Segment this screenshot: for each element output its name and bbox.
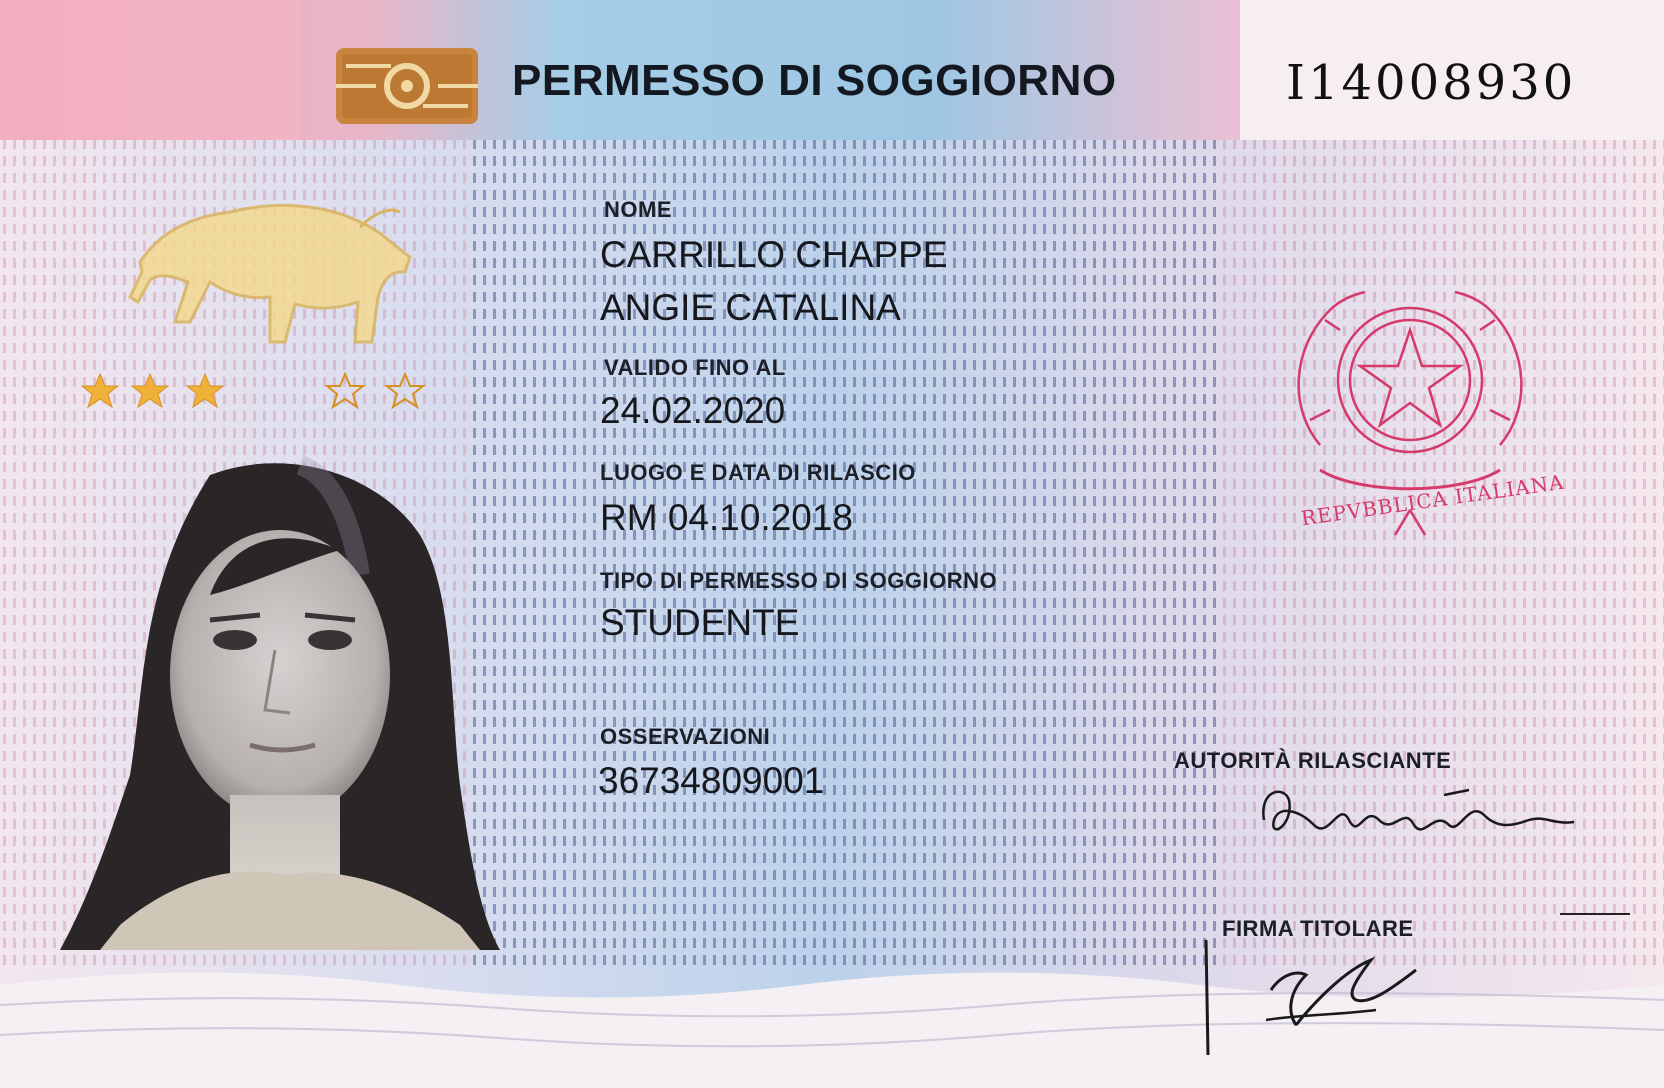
bull-icon [120, 192, 420, 372]
document-number: I14008930 [1286, 55, 1577, 111]
holder-signature-label: FIRMA TITOLARE [1222, 916, 1414, 941]
chip-icon [336, 48, 478, 124]
emblem-caption: REPVBBLICA ITALIANA [1299, 469, 1566, 531]
star-icon [187, 374, 223, 407]
star-icon [327, 374, 363, 407]
issuing-authority-label: AUTORITÀ RILASCIANTE [1174, 748, 1452, 773]
name-label: NOME [604, 197, 672, 222]
notes-label: OSSERVAZIONI [600, 724, 771, 749]
validity-date-value: 24.02.2020 [600, 390, 786, 431]
given-names-value: ANGIE CATALINA [600, 287, 901, 328]
issue-place-date-value: RM 04.10.2018 [600, 497, 854, 538]
surname-value: CARRILLO CHAPPE [600, 234, 948, 275]
authority-signature [1254, 780, 1594, 860]
issue-place-date-label: LUOGO E DATA DI RILASCIO [600, 460, 916, 485]
holder-photo [60, 455, 500, 950]
star-row [80, 372, 430, 412]
permit-type-label: TIPO DI PERMESSO DI SOGGIORNO [600, 568, 998, 593]
holder-signature [1196, 930, 1446, 1060]
notes-value: 36734809001 [598, 760, 825, 801]
document-title: PERMESSO DI SOGGIORNO [512, 56, 1117, 105]
star-icon [387, 374, 423, 407]
star-icon [82, 374, 118, 407]
separator-line [1560, 912, 1630, 916]
star-icon [132, 374, 168, 407]
permit-type-value: STUDENTE [600, 602, 800, 643]
validity-label: VALIDO FINO AL [604, 355, 786, 380]
